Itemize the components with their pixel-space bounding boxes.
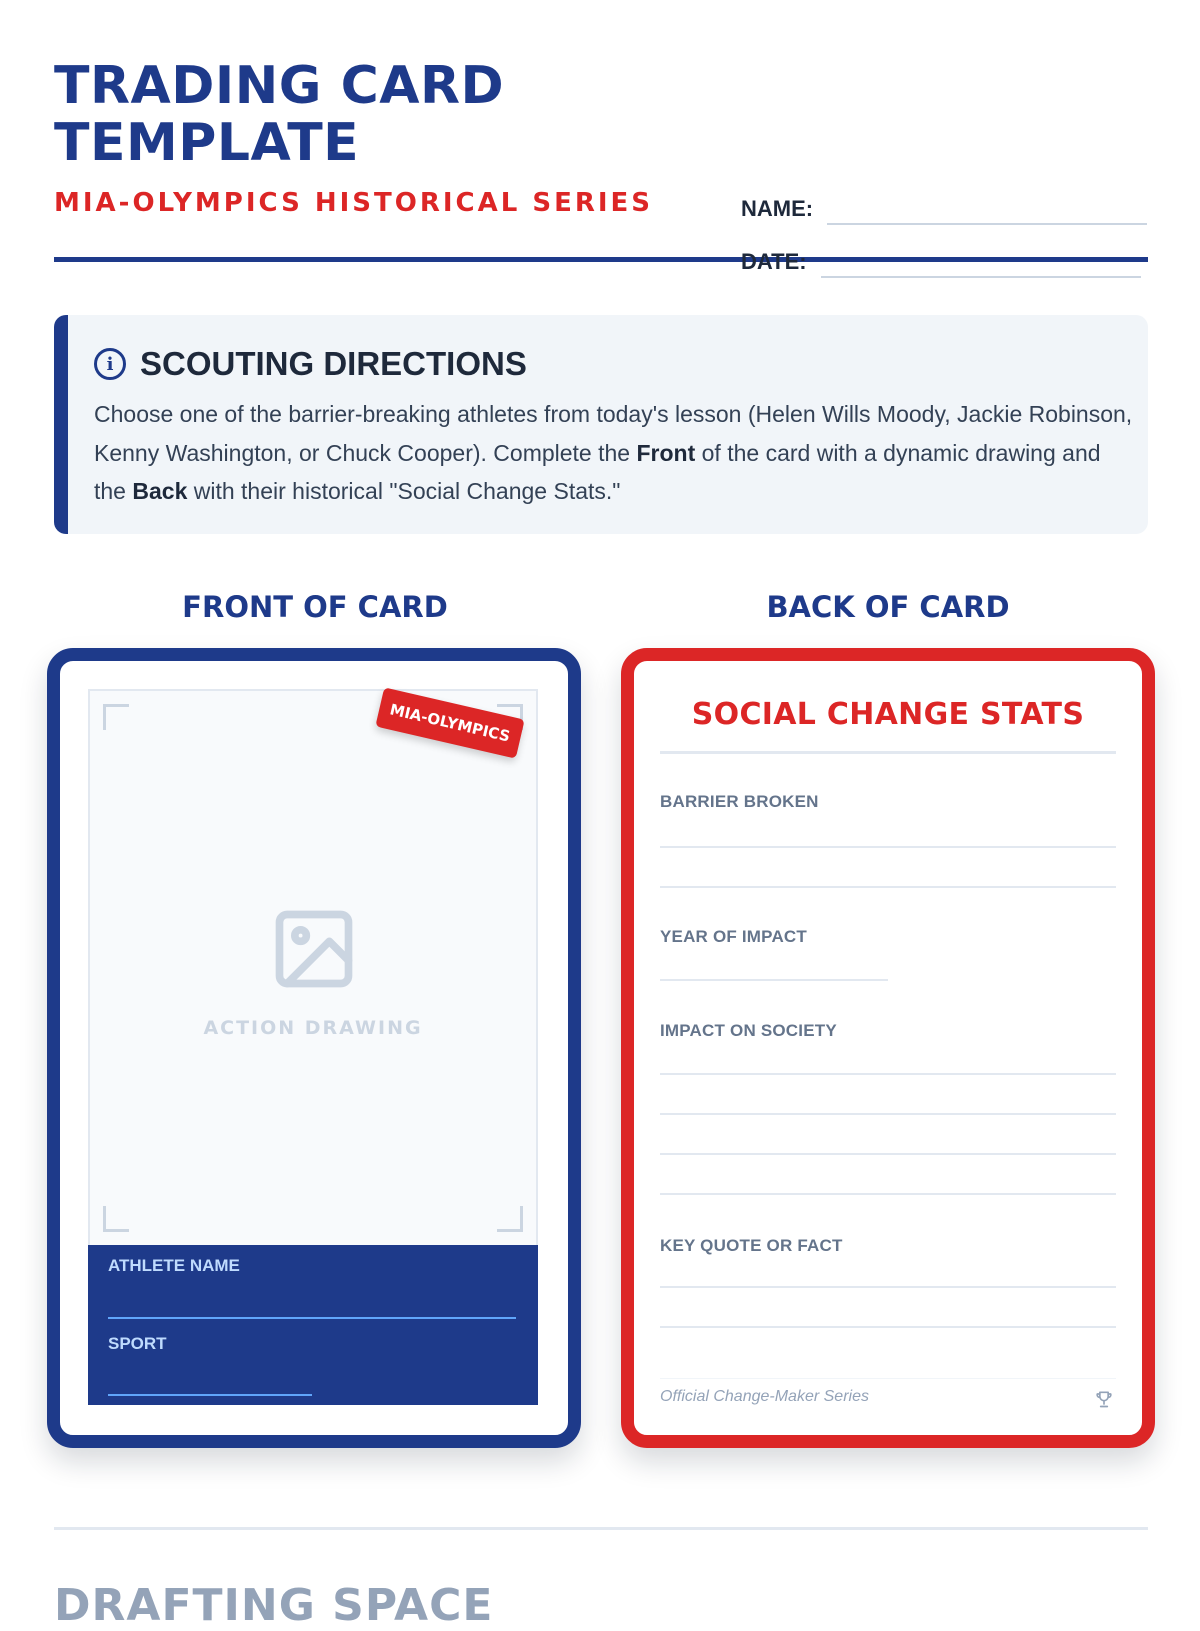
corner-mark-top-left [103, 704, 129, 730]
page-subtitle: MIA-OLYMPICS HISTORICAL SERIES [54, 188, 654, 218]
quote-line-2[interactable] [660, 1326, 1116, 1328]
info-icon: i [94, 348, 126, 380]
year-of-impact-label: YEAR OF IMPACT [660, 927, 807, 946]
key-quote-label: KEY QUOTE OR FACT [660, 1236, 843, 1255]
title-line-2: TEMPLATE [54, 113, 360, 173]
section-divider [54, 1527, 1148, 1530]
athlete-name-label: ATHLETE NAME [108, 1256, 240, 1275]
front-card [47, 648, 581, 1448]
card-footer-divider [660, 1378, 1116, 1379]
drafting-space-title: DRAFTING SPACE [54, 1580, 494, 1631]
directions-text [94, 395, 1134, 511]
impact-line-3[interactable] [660, 1153, 1116, 1155]
corner-mark-bottom-left [103, 1206, 129, 1232]
year-line[interactable] [660, 979, 888, 981]
front-of-card-label: FRONT OF CARD [182, 590, 448, 624]
stats-title-divider [660, 751, 1116, 754]
directions-panel [54, 315, 1148, 534]
directions-text-3: with their historical "Social Change Stats." [187, 478, 621, 504]
directions-title: SCOUTING DIRECTIONS [140, 345, 527, 382]
barrier-line-2[interactable] [660, 886, 1116, 888]
quote-line-1[interactable] [660, 1286, 1116, 1288]
back-card [621, 648, 1155, 1448]
athlete-name-line[interactable] [108, 1317, 516, 1319]
directions-header [94, 345, 527, 383]
social-change-stats-title: SOCIAL CHANGE STATS [691, 697, 1085, 732]
impact-on-society-label: IMPACT ON SOCIETY [660, 1021, 837, 1040]
directions-text-1: Choose one of the barrier-breaking athletes from today's lesson (Helen Wills Moody, Jackie Robinson, Kenny Washington, or Chuck Cooper). Complete the [94, 401, 1133, 466]
title-line-1: TRADING CARD [54, 56, 505, 116]
barrier-broken-label: BARRIER BROKEN [660, 792, 819, 811]
back-of-card-label: BACK OF CARD [766, 590, 1010, 624]
trophy-icon [1094, 1389, 1114, 1409]
directions-back-bold: Back [132, 478, 188, 504]
date-line[interactable] [821, 276, 1141, 278]
corner-mark-bottom-right [497, 1206, 523, 1232]
barrier-line-1[interactable] [660, 846, 1116, 848]
impact-line-1[interactable] [660, 1073, 1116, 1075]
name-label: NAME: [741, 196, 814, 221]
name-line[interactable] [827, 223, 1147, 225]
date-field[interactable] [741, 249, 1141, 275]
impact-line-4[interactable] [660, 1193, 1116, 1195]
impact-line-2[interactable] [660, 1113, 1116, 1115]
sport-label: SPORT [108, 1334, 167, 1353]
name-field[interactable] [741, 196, 1147, 222]
directions-front-bold: Front [636, 439, 696, 466]
mia-olympics-stamp: MIA-OLYMPICS [375, 687, 524, 758]
page-header [54, 56, 1148, 274]
date-label: DATE: [741, 249, 807, 274]
directions-text-2: of the card with a dynamic drawing and the [94, 439, 1101, 504]
action-drawing-label: ACTION DRAWING [203, 1017, 423, 1039]
image-icon [268, 903, 360, 995]
athlete-info-band [88, 1245, 538, 1405]
sport-line[interactable] [108, 1394, 312, 1396]
card-footer-text: Official Change-Maker Series [660, 1388, 869, 1405]
page-title [54, 58, 504, 172]
action-drawing-area[interactable] [88, 689, 538, 1245]
